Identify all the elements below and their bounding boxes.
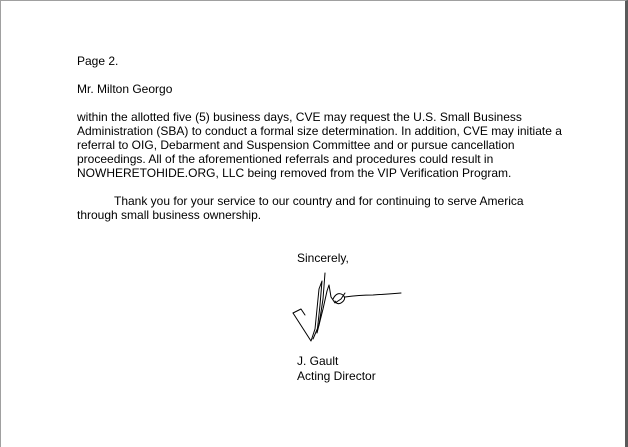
closing-salutation: Sincerely, [297, 251, 349, 265]
signature-icon [289, 269, 409, 349]
paragraph-line: Thank you for your service to our country and for continuing to serve America [114, 194, 524, 208]
recipient-name: Mr. Milton Georgo [77, 82, 173, 96]
letter-page [1, 1, 625, 447]
page-number: Page 2. [77, 54, 119, 68]
paragraph-line: within the allotted five (5) business days, CVE may request the U.S. Small Business [77, 110, 522, 124]
paragraph-line: through small business ownership. [77, 208, 262, 222]
paragraph-line: proceedings. All of the aforementioned referrals and procedures could result in [77, 152, 494, 166]
signer-name: J. Gault [297, 354, 339, 368]
paragraph-line: referral to OIG, Debarment and Suspension Committee and or pursue cancellation [77, 138, 515, 152]
letter-body [77, 110, 597, 222]
signer-title: Acting Director [297, 369, 376, 383]
paragraph-line: Administration (SBA) to conduct a formal size determination. In addition, CVE may initiate a [77, 124, 562, 138]
paragraph-line: NOWHERETOHIDE.ORG, LLC being removed from the VIP Verification Program. [77, 166, 512, 180]
